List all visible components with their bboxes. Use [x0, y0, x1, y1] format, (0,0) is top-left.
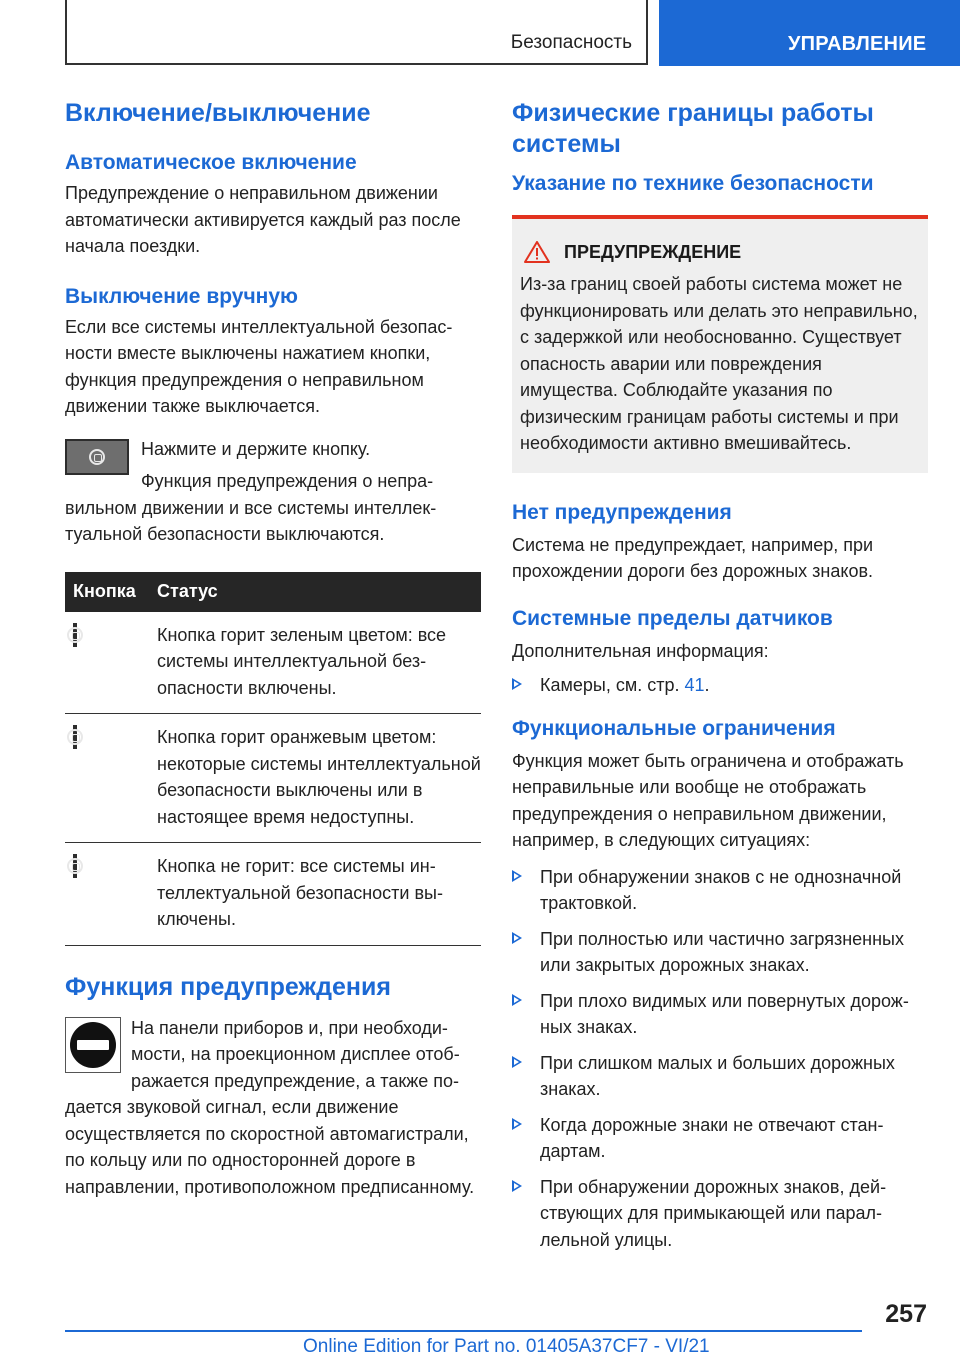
status-text: Кнопка горит зеленым цветом: все системы интеллектуальной безопасности включены.: [149, 612, 481, 714]
bullet-arrow-icon: [512, 994, 522, 1006]
warning-title-row: [520, 241, 918, 263]
sensor-list: [512, 672, 928, 699]
paragraph-manual-off: Если все системы интеллектуальной безопасности вместе выключены нажатием кнопки, функция предупреждения о неправильном движении также выключается.: [65, 316, 453, 416]
limitations-list: [512, 864, 928, 1254]
header-frame: [65, 0, 648, 65]
paragraph-no-warning: Система не предупреждает, например, при прохождении дороги без дорожных знаков.: [512, 534, 874, 581]
list-item: При полностью или частично загрязненных или закрытых дорожных знаках.: [512, 926, 928, 979]
press-button-result: Функция предупреждения о неправильном движении и все системы интеллектуальной безопасности выключаются.: [65, 471, 437, 544]
button-status-table: [65, 572, 481, 946]
list-item: Когда дорожные знаки не отвечают стандартам.: [512, 1112, 928, 1165]
footer-edition: Online Edition for Part no. 01405A37CF7 - VI/21: [303, 1336, 710, 1357]
table-row: [65, 714, 481, 843]
heading-manual-off: Выключение вручную: [65, 284, 298, 308]
safety-button-green-icon: [73, 623, 77, 647]
safety-button-icon: [65, 439, 129, 475]
list-item: При слишком малых и больших дорожных знаках.: [512, 1050, 928, 1103]
paragraph-warning-function: На панели приборов и, при необходимости, на проекционном дисплее отображается предупреждение, а также подается звуковой сигнал, если движение осуществляется по скоростной автомагистрали, по кольцу или по односторонней дороге в направлении, противоположном предписанному.: [65, 1017, 475, 1197]
bullet-arrow-icon: [512, 678, 522, 690]
header-section-title: Безопасность: [510, 32, 632, 53]
safety-button-off-icon: [73, 854, 77, 878]
list-item: При обнаружении дорожных знаков, действующих для примыкающей или параллельной улицы.: [512, 1174, 928, 1254]
press-button-text: Нажмите и держите кнопку.: [141, 438, 371, 459]
heading-no-warning: Нет предупреждения: [512, 500, 732, 524]
left-column: [65, 98, 481, 1200]
status-text: Кнопка не горит: все системы интеллектуальной безопасности выключены.: [149, 843, 481, 946]
bullet-arrow-icon: [512, 1180, 522, 1192]
page-number: 257: [885, 1300, 927, 1328]
paragraph-auto-on: Предупреждение о неправильном движении автоматически активируется каждый раз после начала поездки.: [65, 183, 461, 256]
table-row: [65, 612, 481, 714]
right-column: [512, 98, 928, 1262]
safety-button-orange-icon: [73, 725, 77, 749]
table-header-status: Статус: [149, 572, 481, 612]
heading-functional-limits: Функциональные ограничения: [512, 716, 836, 740]
page-link-41[interactable]: 41: [684, 675, 705, 695]
heading-warning-function: Функция предупреждения: [65, 972, 391, 1001]
bullet-arrow-icon: [512, 932, 522, 944]
list-item: При плохо видимых или повернутых дорожных знаках.: [512, 988, 928, 1041]
heading-sensor-limits: Системные пределы датчиков: [512, 606, 833, 630]
no-entry-sign-icon: [65, 1017, 121, 1073]
paragraph-functional-limits: Функция может быть ограничена и отображать неправильные или вообще не отображать предупреждения о неправильном движении, например, в следующих ситуациях:: [512, 750, 904, 850]
footer-divider: [65, 1330, 862, 1332]
bullet-arrow-icon: [512, 1118, 522, 1130]
list-item: Камеры, см. стр. 41.: [512, 672, 928, 699]
heading-safety-note: Указание по технике безопасности: [512, 172, 874, 195]
heading-on-off: Включение/выключение: [65, 99, 371, 127]
warning-triangle-icon: [524, 241, 550, 263]
header-chapter-tab[interactable]: УПРАВЛЕНИЕ: [659, 0, 960, 66]
table-row: [65, 843, 481, 946]
warning-box: [512, 215, 928, 473]
paragraph-sensor-limits: Дополнительная информация:: [512, 640, 769, 661]
heading-auto-on: Автоматическое включение: [65, 151, 357, 174]
bullet-arrow-icon: [512, 870, 522, 882]
table-header-button: Кнопка: [65, 572, 149, 612]
warning-title: ПРЕДУПРЕЖДЕНИЕ: [564, 241, 742, 262]
warning-text: Из-за границ своей работы система может не функционировать или делать это неправильно, с задержкой или необоснованно. Существует опасность аварии или повреждения имущества. Соблюдайте указания по физическим границам работы системы и при необходимости активно вмешивайтесь.: [520, 274, 918, 453]
bullet-arrow-icon: [512, 1056, 522, 1068]
heading-physical-limits: Физические границы работы системы: [512, 99, 874, 158]
list-item: При обнаружении знаков с не однозначной трактовкой.: [512, 864, 928, 917]
status-text: Кнопка горит оранжевым цветом: некоторые системы интеллектуальной безопасности выключены или в настоящее время недоступны.: [149, 714, 481, 843]
warning-function-description: [65, 1015, 481, 1201]
press-button-instruction: [65, 436, 481, 548]
